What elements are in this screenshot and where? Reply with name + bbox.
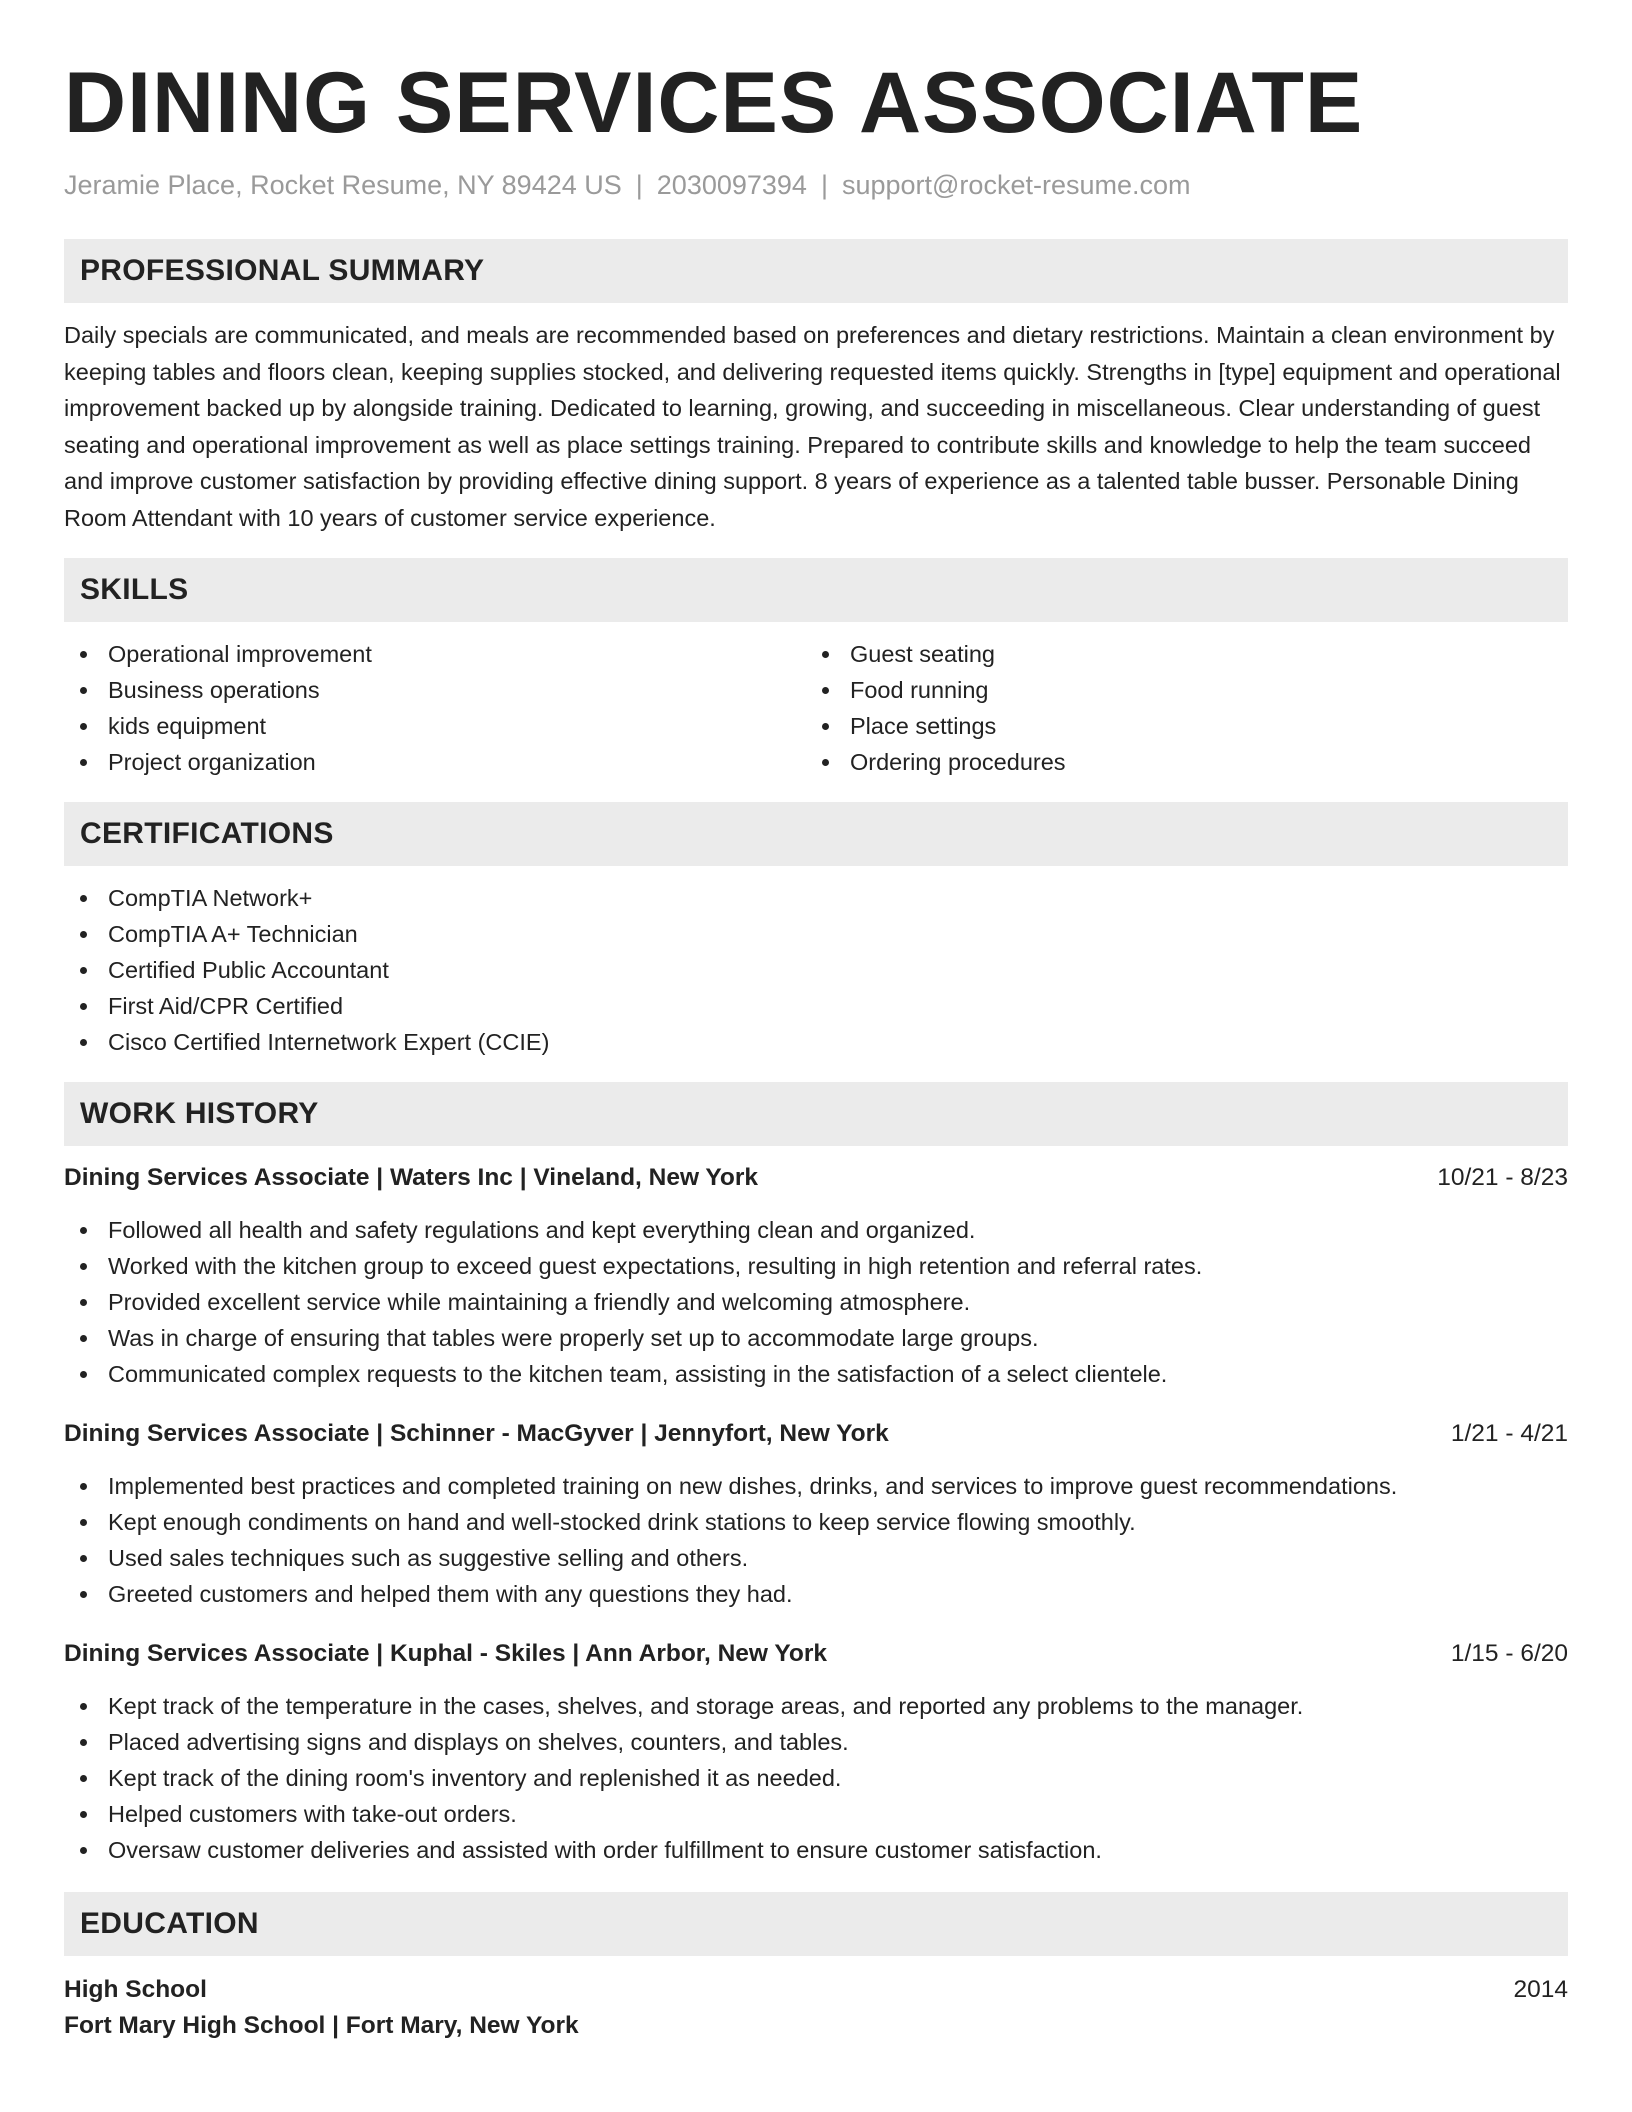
job-bullet: Kept track of the temperature in the cases, shelves, and storage areas, and reported any problems to the manager. <box>64 1688 1568 1724</box>
job-bullet: Greeted customers and helped them with any questions they had. <box>64 1576 1568 1612</box>
certification-item: CompTIA A+ Technician <box>64 916 1568 952</box>
contact-phone: 2030097394 <box>656 170 807 200</box>
job-bullet: Kept enough condiments on hand and well-stocked drink stations to keep service flowing smoothly. <box>64 1504 1568 1540</box>
contact-line <box>64 170 1568 201</box>
resume-name-title: DINING SERVICES ASSOCIATE <box>64 55 1364 151</box>
job-bullet: Followed all health and safety regulations and kept everything clean and organized. <box>64 1212 1568 1248</box>
skill-item: Project organization <box>64 744 806 780</box>
job-title: Dining Services Associate | Waters Inc | Vineland, New York <box>64 1164 759 1191</box>
job-bullets <box>64 1212 1568 1392</box>
education-degree: High School <box>64 1976 207 2003</box>
skills-list-right <box>806 636 1548 780</box>
job-bullet: Provided excellent service while maintaining a friendly and welcoming atmosphere. <box>64 1284 1568 1320</box>
job-header <box>64 1636 1568 1672</box>
contact-separator: | <box>635 170 643 200</box>
section-header-skills: SKILLS <box>64 558 1568 622</box>
skill-item: Place settings <box>806 708 1548 744</box>
job-header <box>64 1416 1568 1452</box>
job-dates: 10/21 - 8/23 <box>1437 1164 1568 1191</box>
education-year: 2014 <box>1513 1976 1568 2003</box>
job-entry <box>64 1160 1568 1392</box>
section-header-education: EDUCATION <box>64 1892 1568 1956</box>
job-bullet: Placed advertising signs and displays on shelves, counters, and tables. <box>64 1724 1568 1760</box>
section-header-certifications: CERTIFICATIONS <box>64 802 1568 866</box>
skill-item: Guest seating <box>806 636 1548 672</box>
education-school: Fort Mary High School | Fort Mary, New York <box>64 2012 579 2039</box>
certification-item: Cisco Certified Internetwork Expert (CCIE) <box>64 1024 1568 1060</box>
skills-list-left <box>64 636 806 780</box>
resume-page <box>64 0 1568 2044</box>
skills-grid <box>64 636 1568 780</box>
job-entry <box>64 1636 1568 1868</box>
job-title: Dining Services Associate | Schinner - MacGyver | Jennyfort, New York <box>64 1420 889 1447</box>
certification-item: CompTIA Network+ <box>64 880 1568 916</box>
education-header <box>64 1972 1568 2008</box>
job-entry <box>64 1416 1568 1612</box>
job-bullet: Was in charge of ensuring that tables were properly set up to accommodate large groups. <box>64 1320 1568 1356</box>
job-bullets <box>64 1688 1568 1868</box>
job-title: Dining Services Associate | Kuphal - Skiles | Ann Arbor, New York <box>64 1640 827 1667</box>
skill-item: Food running <box>806 672 1548 708</box>
job-bullet: Oversaw customer deliveries and assisted with order fulfillment to ensure customer satisfaction. <box>64 1832 1568 1868</box>
job-header <box>64 1160 1568 1196</box>
section-header-work-history: WORK HISTORY <box>64 1082 1568 1146</box>
skill-item: Business operations <box>64 672 806 708</box>
certification-item: Certified Public Accountant <box>64 952 1568 988</box>
contact-email: support@rocket-resume.com <box>841 170 1191 200</box>
certifications-list <box>64 880 1568 1060</box>
summary-text: Daily specials are communicated, and meals are recommended based on preferences and dietary restrictions. Maintain a clean environment by keeping tables and floors clean, keeping supplies stocked, and delivering requested items quickly. Strengths in [type] equipment and operational improvement backed up by alongside training. Dedicated to learning, growing, and succeeding in miscellaneous. Clear understanding of guest seating and operational improvement as well as place settings training. Prepared to contribute skills and knowledge to help the team succeed and improve customer satisfaction by providing effective dining support. 8 years of experience as a talented table busser. Personable Dining Room Attendant with 10 years of customer service experience. <box>64 322 1561 531</box>
job-bullets <box>64 1468 1568 1612</box>
skill-item: Operational improvement <box>64 636 806 672</box>
job-bullet: Communicated complex requests to the kitchen team, assisting in the satisfaction of a select clientele. <box>64 1356 1568 1392</box>
job-bullet: Used sales techniques such as suggestive selling and others. <box>64 1540 1568 1576</box>
skill-item: kids equipment <box>64 708 806 744</box>
contact-separator: | <box>820 170 828 200</box>
job-bullet: Implemented best practices and completed training on new dishes, drinks, and services to improve guest recommendations. <box>64 1468 1568 1504</box>
job-bullet: Kept track of the dining room's inventory and replenished it as needed. <box>64 1760 1568 1796</box>
job-dates: 1/21 - 4/21 <box>1450 1420 1568 1447</box>
job-bullet: Worked with the kitchen group to exceed guest expectations, resulting in high retention and referral rates. <box>64 1248 1568 1284</box>
job-bullet: Helped customers with take-out orders. <box>64 1796 1568 1832</box>
skill-item: Ordering procedures <box>806 744 1548 780</box>
certification-item: First Aid/CPR Certified <box>64 988 1568 1024</box>
job-dates: 1/15 - 6/20 <box>1450 1640 1568 1667</box>
section-header-summary: PROFESSIONAL SUMMARY <box>64 239 1568 303</box>
contact-address: Jeramie Place, Rocket Resume, NY 89424 US <box>64 170 622 200</box>
